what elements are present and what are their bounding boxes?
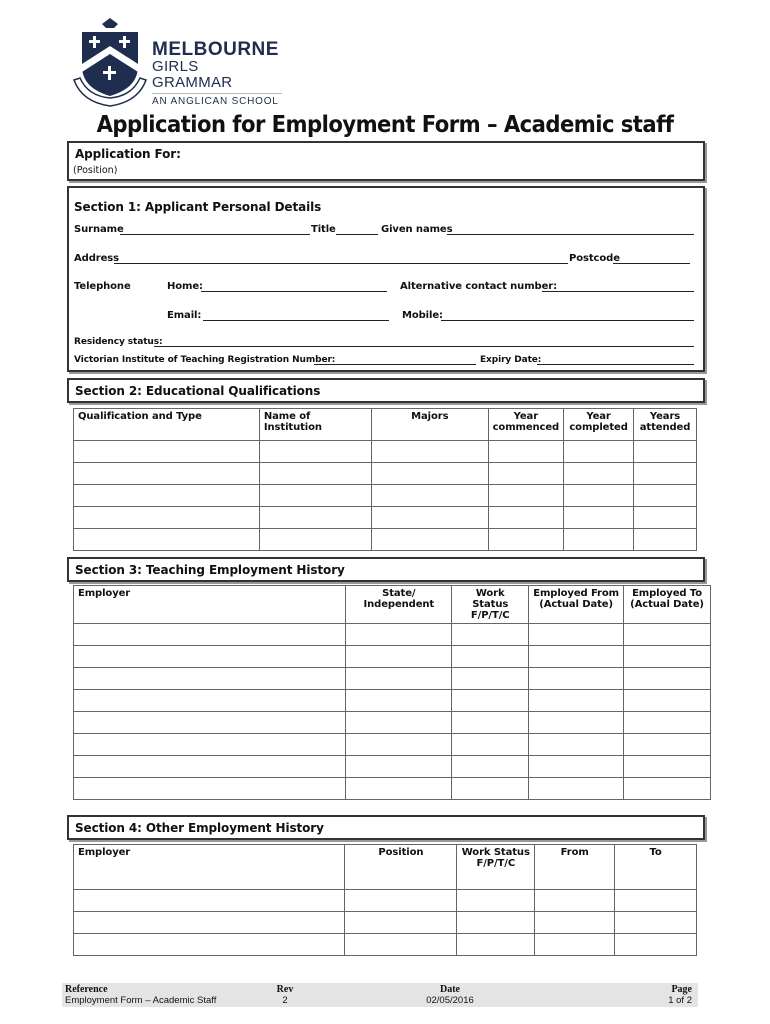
page-label: Page [671, 984, 692, 995]
table-header-row [74, 409, 697, 441]
page-title: Application for Employment Form – Academic staff [96, 112, 674, 138]
residency-label: Residency status: [74, 337, 163, 347]
given-names-field[interactable] [447, 234, 694, 235]
alt-contact-label: Alternative contact number: [400, 281, 557, 292]
alt-contact-field[interactable] [542, 291, 694, 292]
table-header-row [74, 845, 697, 890]
postcode-field[interactable] [613, 263, 690, 264]
table-row [74, 507, 697, 529]
email-label: Email: [167, 310, 202, 321]
table-row [74, 463, 697, 485]
table-row [74, 624, 711, 646]
table-row [74, 712, 711, 734]
postcode-label: Postcode [569, 253, 620, 264]
rev-value: 2 [282, 995, 288, 1006]
qualifications-table [73, 408, 697, 551]
footer-rev [270, 984, 300, 1006]
section2-header-box [67, 378, 705, 403]
col-work-status: Work Status F/P/T/C [457, 845, 535, 890]
footer-reference [65, 984, 216, 1006]
section4-heading: Section 4: Other Employment History [75, 821, 324, 835]
logo-wordmark [152, 40, 282, 108]
table-row [74, 690, 711, 712]
table-row [74, 756, 711, 778]
col-from: From [535, 845, 615, 890]
col-employed-from: Employed From (Actual Date) [529, 586, 624, 624]
section1-heading: Section 1: Applicant Personal Details [74, 200, 322, 214]
title-field[interactable] [336, 234, 378, 235]
date-value: 02/05/2016 [426, 995, 474, 1006]
section2-heading: Section 2: Educational Qualifications [75, 384, 321, 398]
col-years-attended: Years attended [634, 409, 697, 441]
expiry-label: Expiry Date: [480, 355, 542, 365]
logo-line-1: MELBOURNE [152, 39, 279, 60]
col-state-independent: State/ Independent [346, 586, 452, 624]
email-field[interactable] [203, 320, 389, 321]
table-row [74, 934, 697, 956]
other-history-table [73, 844, 697, 956]
col-year-completed: Year completed [564, 409, 634, 441]
application-for-box[interactable] [67, 141, 705, 181]
surname-field[interactable] [120, 234, 310, 235]
address-label: Address [74, 253, 119, 264]
table-row [74, 734, 711, 756]
col-work-status: Work Status F/P/T/C [452, 586, 529, 624]
mobile-field[interactable] [441, 320, 694, 321]
col-employer: Employer [74, 845, 345, 890]
table-row [74, 778, 711, 800]
col-employer: Employer [74, 586, 346, 624]
col-majors: Majors [371, 409, 488, 441]
footer-page [640, 984, 692, 1006]
surname-label: Surname [74, 224, 124, 235]
residency-field[interactable] [154, 346, 694, 347]
given-names-label: Given names [381, 224, 453, 235]
home-phone-label: Home: [167, 281, 203, 292]
table-header-row [74, 586, 711, 624]
teaching-history-table [73, 585, 711, 800]
table-row [74, 441, 697, 463]
table-row [74, 485, 697, 507]
expiry-field[interactable] [537, 364, 694, 365]
rev-label: Rev [276, 984, 294, 995]
page-value: 1 of 2 [668, 995, 692, 1006]
col-to: To [615, 845, 697, 890]
logo-line-3: AN ANGLICAN SCHOOL [152, 93, 282, 108]
section4-header-box [67, 815, 705, 840]
table-row [74, 529, 697, 551]
school-logo [72, 18, 282, 110]
application-for-label: Application For: [75, 147, 181, 161]
col-position: Position [345, 845, 457, 890]
table-row [74, 912, 697, 934]
logo-line-2: GIRLS GRAMMAR [152, 58, 233, 91]
reference-label: Reference [65, 984, 108, 995]
vit-field[interactable] [314, 364, 476, 365]
vit-label: Victorian Institute of Teaching Registration Number: [74, 355, 336, 365]
footer-date [418, 984, 482, 1006]
section3-heading: Section 3: Teaching Employment History [75, 563, 345, 577]
table-row [74, 668, 711, 690]
col-employed-to: Employed To (Actual Date) [624, 586, 711, 624]
position-sublabel: (Position) [73, 165, 118, 176]
title-label: Title [311, 224, 336, 235]
table-row [74, 890, 697, 912]
col-qualification: Qualification and Type [74, 409, 260, 441]
col-institution: Name of Institution [259, 409, 371, 441]
col-year-commenced: Year commenced [488, 409, 564, 441]
telephone-label: Telephone [74, 281, 131, 292]
date-label: Date [440, 984, 460, 995]
mobile-label: Mobile: [402, 310, 443, 321]
reference-value: Employment Form – Academic Staff [65, 995, 217, 1006]
table-row [74, 646, 711, 668]
address-field[interactable] [114, 263, 568, 264]
home-phone-field[interactable] [201, 291, 387, 292]
section3-header-box [67, 557, 705, 582]
school-crest-icon [72, 18, 148, 110]
